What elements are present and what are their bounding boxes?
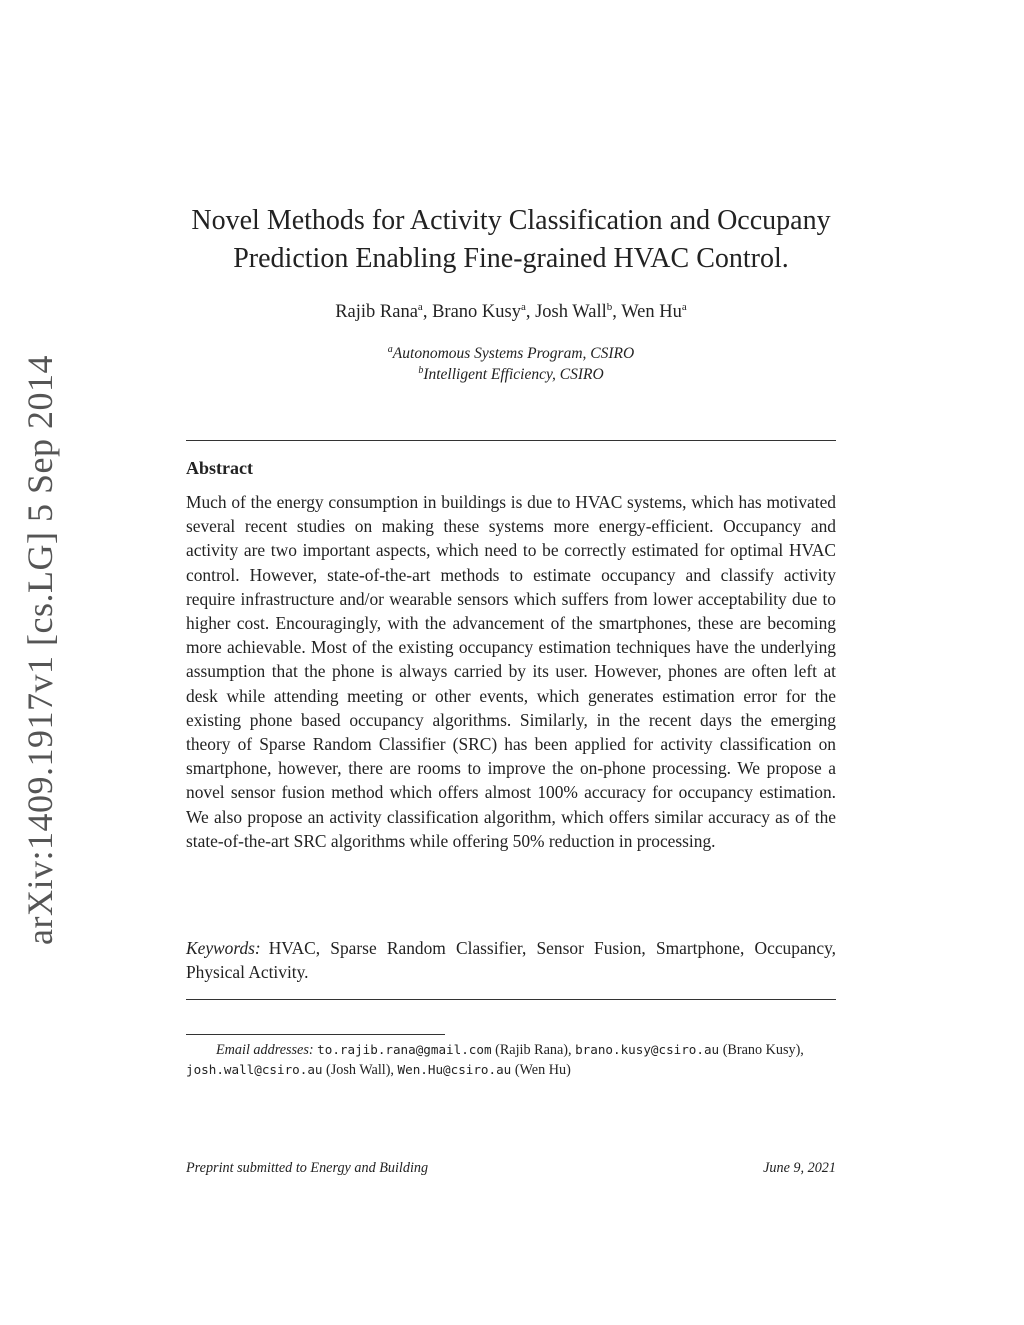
email-address[interactable]: to.rajib.rana@gmail.com xyxy=(317,1042,492,1057)
affiliations xyxy=(186,343,836,385)
affiliation-line xyxy=(186,343,836,364)
keywords-label: Keywords: xyxy=(186,938,261,958)
affiliation-line xyxy=(186,364,836,385)
author-affiliation-mark: a xyxy=(520,301,526,313)
affiliation-mark: b xyxy=(418,365,424,376)
author-affiliation-mark: b xyxy=(606,301,613,313)
author-name: Wen Hu xyxy=(621,302,682,322)
email-address[interactable]: Wen.Hu@csiro.au xyxy=(397,1062,512,1077)
keywords-text: HVAC, Sparse Random Classifier, Sensor Fusion, Smartphone, Occupancy, Physical Activity. xyxy=(186,938,836,983)
affiliation-text: Intelligent Efficiency, CSIRO xyxy=(423,366,604,383)
keywords xyxy=(186,936,836,984)
author-name: Brano Kusy xyxy=(432,302,521,322)
author-list: Rajib Rana$^a$, Brano Kusy$^a$, Josh Wall$^b$, Wen Hu$^a$ xyxy=(335,301,687,322)
abstract-top-rule xyxy=(186,440,836,441)
email-owner: (Josh Wall), xyxy=(326,1062,394,1078)
footnote-rule xyxy=(186,1034,445,1035)
email-owner: (Rajib Rana), xyxy=(495,1042,572,1058)
affiliation-mark: a xyxy=(387,344,393,355)
author-name: Rajib Rana xyxy=(335,302,418,322)
email-address[interactable]: josh.wall@csiro.au xyxy=(186,1062,323,1077)
email-address[interactable]: brano.kusy@csiro.au xyxy=(575,1042,720,1057)
affiliation-text: Autonomous Systems Program, CSIRO xyxy=(392,345,635,362)
email-label: Email addresses: xyxy=(216,1042,314,1058)
email-owner: (Wen Hu) xyxy=(514,1062,571,1078)
abstract-heading: Abstract xyxy=(186,458,253,478)
title-line-1: Novel Methods for Activity Classification and Occupany xyxy=(191,205,831,236)
footer-submission: Preprint submitted to Energy and Building xyxy=(186,1160,429,1176)
arxiv-stamp: arXiv:1409.1917v1 [cs.LG] 5 Sep 2014 xyxy=(20,355,60,945)
footer-date: June 9, 2021 xyxy=(763,1160,836,1176)
title-line-2: Prediction Enabling Fine-grained HVAC Control. xyxy=(233,243,789,274)
page-footer xyxy=(186,1160,836,1177)
author-affiliation-mark: a xyxy=(417,301,423,313)
email-owner: (Brano Kusy), xyxy=(722,1042,804,1058)
author-affiliation-mark: a xyxy=(681,301,687,313)
abstract-text: Much of the energy consumption in buildings is due to HVAC systems, which has motivated several recent studies on making these systems more energy-efficient. Occupancy and activity are two important aspects, which need to be correctly estimated for optimal HVAC control. However, state-of-the-art methods to estimate occupancy and classify activity require infrastructure and/or wearable sensors which suffers from lower acceptability due to higher cost. Encouragingly, with the advancement of the smartphones, these are becoming more achievable. Most of the existing occupancy estimation techniques have the underlying assumption that the phone is always carried by its user. However, phones are often left at desk while attending meeting or other events, which generates estimation error for the existing phone based occupancy algorithms. Similarly, in the recent days the emerging theory of Sparse Random Classifier (SRC) has been applied for activity classification on smartphone, however, there are rooms to improve the on-phone processing. We propose a novel sensor fusion method which offers almost 100% accuracy for occupancy estimation. We also propose an activity classification algorithm, which offers similar accuracy as of the state-of-the-art SRC algorithms while offering 50% reduction in processing. xyxy=(186,492,836,851)
abstract-bottom-rule xyxy=(186,999,836,1000)
email-footnote xyxy=(186,1040,836,1080)
author-name: Josh Wall xyxy=(535,302,607,322)
paper-title xyxy=(186,202,836,278)
